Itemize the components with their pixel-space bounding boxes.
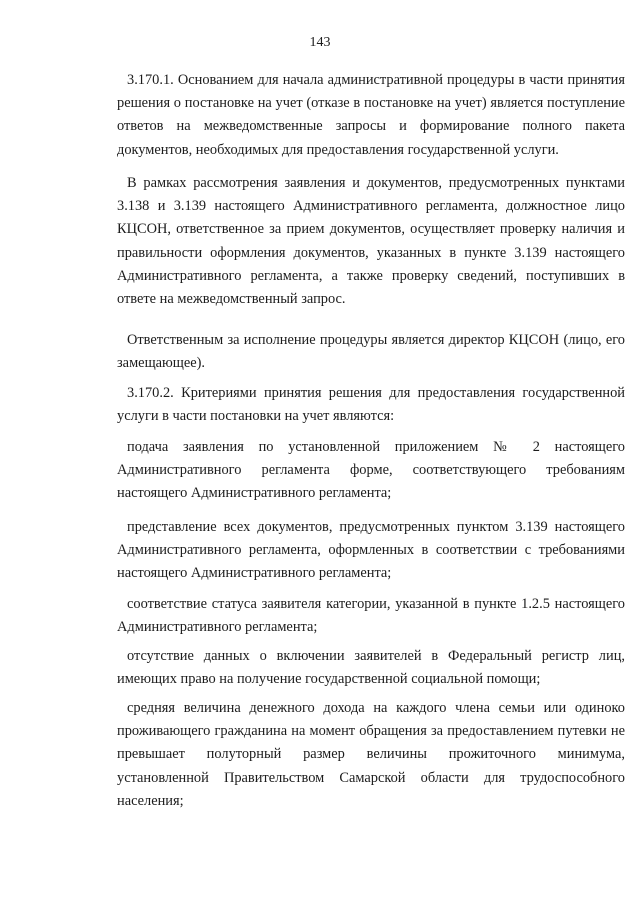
paragraph-review-of-documents: В рамках рассмотрения заявления и документов, предусмотренных пунктами 3.138 и 3.139 настоящего Административного регламента, должностное лицо КЦСОН, ответственное за прием документов, осуществляет проверку наличия и правильности оформления документов, указанных в пункте 3.139 настоящего Административного регламента, а также проверку сведений, поступивших в ответе на межведомственный запрос.	[117, 175, 625, 308]
criterion-application-form: подача заявления по установленной приложением № 2 настоящего Административного регламента форме, соответствующего требованиям настоящего Административного регламента;	[117, 439, 625, 502]
paragraph-responsible-person: Ответственным за исполнение процедуры является директор КЦСОН (лицо, его замещающее).	[117, 332, 625, 372]
page-number: 143	[309, 35, 331, 50]
paragraph-3-170-1: 3.170.1. Основанием для начала административной процедуры в части принятия решения о постановке на учет (отказе в постановке на учет) является поступление ответов на межведомственные запросы и формирование полного пакета документов, необходимых для предоставления государственной услуги.	[117, 72, 625, 158]
paragraph-3-170-2: 3.170.2. Критериями принятия решения для предоставления государственной услуги в части постановки на учет являются:	[117, 385, 625, 425]
criterion-applicant-status: соответствие статуса заявителя категории, указанной в пункте 1.2.5 настоящего Административного регламента;	[117, 596, 625, 636]
criterion-federal-register: отсутствие данных о включении заявителей в Федеральный регистр лиц, имеющих право на получение государственной социальной помощи;	[117, 648, 625, 688]
criterion-all-documents: представление всех документов, предусмотренных пунктом 3.139 настоящего Административного регламента, оформленных в соответствии с требованиями настоящего Административного регламента;	[117, 519, 625, 582]
criterion-income-level: средняя величина денежного дохода на каждого члена семьи или одиноко проживающего гражданина на момент обращения за предоставлением путевки не превышает полуторный размер величины прожиточного минимума, установленной Правительством Самарской области для трудоспособного населения;	[117, 700, 625, 809]
